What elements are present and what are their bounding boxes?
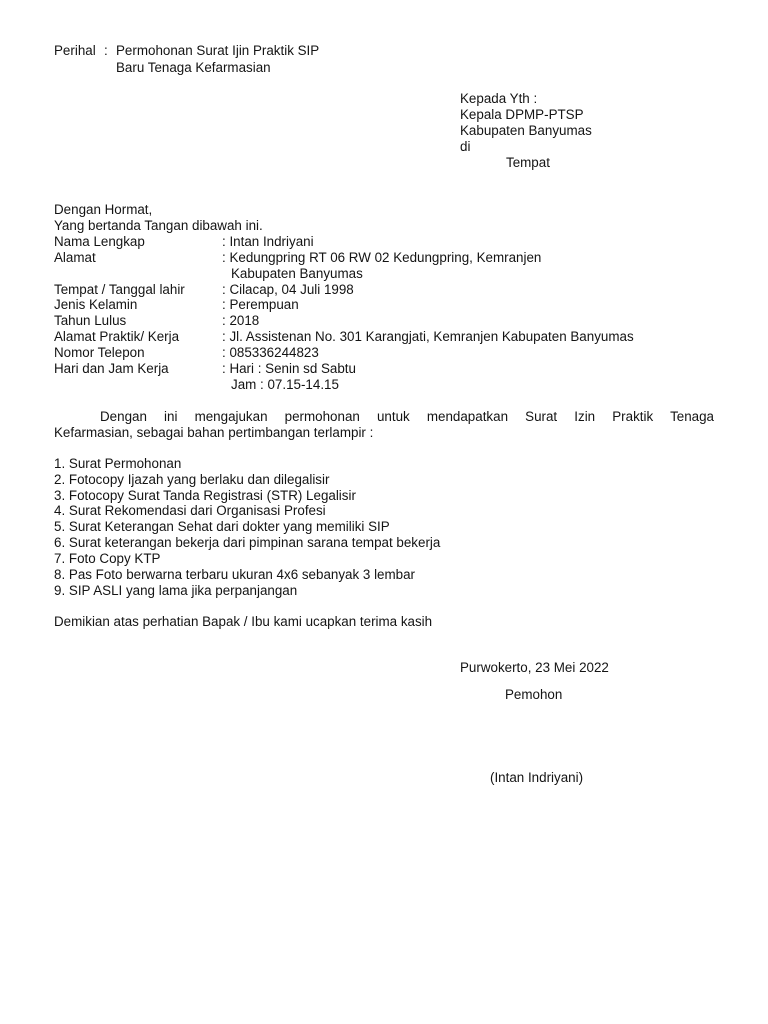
field-label-jam-kerja: Hari dan Jam Kerja bbox=[54, 361, 169, 376]
field-value-tahun-lulus: : 2018 bbox=[222, 313, 260, 328]
field-label-telepon: Nomor Telepon bbox=[54, 345, 145, 360]
field-value-alamat-praktik: : Jl. Assistenan No. 301 Karangjati, Kemranjen Kabupaten Banyumas bbox=[222, 329, 634, 344]
signature-role: Pemohon bbox=[505, 687, 563, 702]
field-value-jenis-kelamin: : Perempuan bbox=[222, 297, 299, 312]
attachment-item: 8. Pas Foto berwarna terbaru ukuran 4x6 sebanyak 3 lembar bbox=[54, 567, 416, 582]
field-value-telepon: : 085336244823 bbox=[222, 345, 319, 360]
attachment-item: 9. SIP ASLI yang lama jika perpanjangan bbox=[54, 583, 298, 598]
intro: Yang bertanda Tangan dibawah ini. bbox=[54, 218, 263, 233]
field-value-jam-kerja: : Hari : Senin sd Sabtu bbox=[222, 361, 356, 376]
attachment-item: 5. Surat Keterangan Sehat dari dokter yang memiliki SIP bbox=[54, 519, 390, 534]
field-value-ttl: : Cilacap, 04 Juli 1998 bbox=[222, 282, 354, 297]
field-label-ttl: Tempat / Tanggal lahir bbox=[54, 282, 185, 297]
body-paragraph-line-1: Dengan ini mengajukan permohonan untuk mendapatkan Surat Izin Praktik Tenaga bbox=[100, 409, 714, 424]
field-label-tahun-lulus: Tahun Lulus bbox=[54, 313, 127, 328]
field-value-jam-kerja-2: Jam : 07.15-14.15 bbox=[231, 377, 339, 392]
attachment-item: 6. Surat keterangan bekerja dari pimpinan sarana tempat bekerja bbox=[54, 535, 441, 550]
field-label-nama: Nama Lengkap bbox=[54, 234, 145, 249]
field-label-alamat: Alamat bbox=[54, 250, 96, 265]
attachment-item: 1. Surat Permohonan bbox=[54, 456, 182, 471]
attachment-item: 3. Fotocopy Surat Tanda Registrasi (STR) Legalisir bbox=[54, 488, 356, 503]
recipient-line-4: di bbox=[460, 139, 471, 154]
field-label-jenis-kelamin: Jenis Kelamin bbox=[54, 297, 138, 312]
perihal-label: Perihal bbox=[54, 43, 96, 58]
field-value-nama: : Intan Indriyani bbox=[222, 234, 314, 249]
attachment-item: 7. Foto Copy KTP bbox=[54, 551, 161, 566]
greeting: Dengan Hormat, bbox=[54, 202, 153, 217]
attachment-item: 4. Surat Rekomendasi dari Organisasi Profesi bbox=[54, 503, 326, 518]
field-value-alamat-2: Kabupaten Banyumas bbox=[231, 266, 363, 281]
perihal-separator: : bbox=[104, 43, 108, 58]
field-label-alamat-praktik: Alamat Praktik/ Kerja bbox=[54, 329, 180, 344]
attachment-item: 2. Fotocopy Ijazah yang berlaku dan dilegalisir bbox=[54, 472, 330, 487]
recipient-line-3: Kabupaten Banyumas bbox=[460, 123, 592, 138]
recipient-line-2: Kepala DPMP-PTSP bbox=[460, 107, 584, 122]
field-value-alamat: : Kedungpring RT 06 RW 02 Kedungpring, Kemranjen bbox=[222, 250, 542, 265]
recipient-line-1: Kepada Yth : bbox=[460, 91, 538, 106]
closing-text: Demikian atas perhatian Bapak / Ibu kami ucapkan terima kasih bbox=[54, 614, 433, 629]
body-paragraph-line-2: Kefarmasian, sebagai bahan pertimbangan terlampir : bbox=[54, 425, 374, 440]
signature-place-date: Purwokerto, 23 Mei 2022 bbox=[460, 660, 609, 675]
perihal-line-1: Permohonan Surat Ijin Praktik SIP bbox=[116, 43, 320, 58]
perihal-line-2: Baru Tenaga Kefarmasian bbox=[116, 60, 271, 75]
recipient-line-5: Tempat bbox=[506, 155, 550, 170]
signature-name: (Intan Indriyani) bbox=[490, 770, 584, 785]
